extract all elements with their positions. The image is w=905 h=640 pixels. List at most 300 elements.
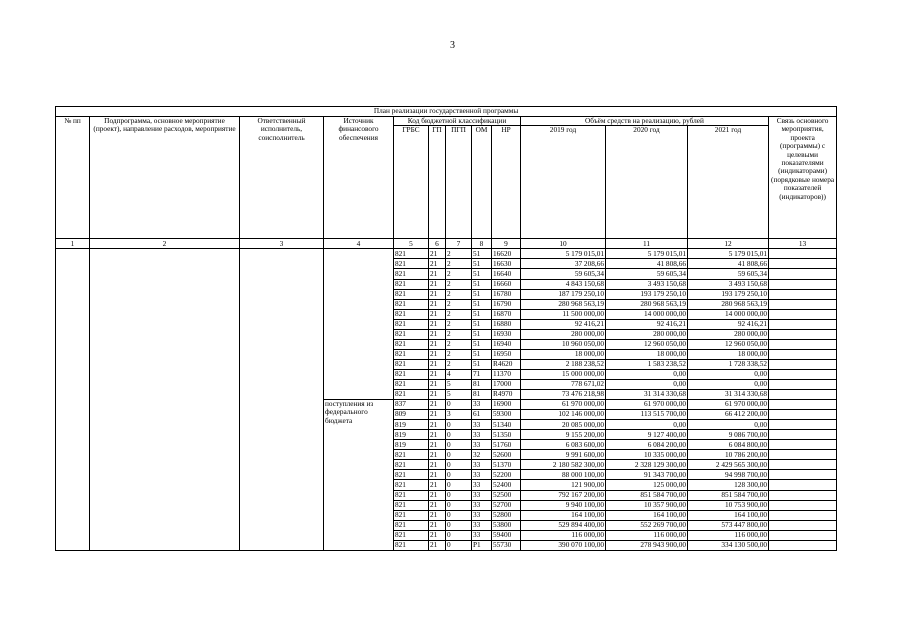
cell-amount-2021: 2 429 565 300,00 bbox=[688, 460, 769, 470]
cell-amount-2020: 164 100,00 bbox=[606, 510, 688, 520]
cell-amount-2020: 116 000,00 bbox=[606, 530, 688, 540]
cell-link bbox=[769, 279, 837, 289]
cell-amount-2019: 18 000,00 bbox=[521, 349, 606, 359]
cell-amount-2020: 1 583 238,52 bbox=[606, 359, 688, 369]
header-subprogram: Подпрограмма, основное мероприятие (проект), направление расходов, мероприятие bbox=[90, 117, 240, 239]
cell-pgp: 0 bbox=[446, 530, 472, 540]
cell-link bbox=[769, 369, 837, 379]
cell-np: 16790 bbox=[492, 299, 521, 309]
column-number: 11 bbox=[606, 239, 688, 249]
cell-amount-2021: 61 970 000,00 bbox=[688, 400, 769, 410]
column-number: 3 bbox=[240, 239, 324, 249]
cell-om: 51 bbox=[472, 279, 492, 289]
cell-np: 52400 bbox=[492, 480, 521, 490]
cell-pgp: 0 bbox=[446, 480, 472, 490]
cell-amount-2019: 20 085 000,00 bbox=[521, 420, 606, 430]
column-number: 12 bbox=[688, 239, 769, 249]
cell-amount-2019: 778 671,02 bbox=[521, 380, 606, 390]
cell-link bbox=[769, 500, 837, 510]
cell-np: 55730 bbox=[492, 540, 521, 550]
cell-link bbox=[769, 339, 837, 349]
cell-amount-2019: 73 476 218,98 bbox=[521, 390, 606, 400]
cell-grbs: 809 bbox=[394, 410, 429, 420]
cell-grbs: 821 bbox=[394, 339, 429, 349]
cell-grbs: 819 bbox=[394, 430, 429, 440]
cell-om: 32 bbox=[472, 450, 492, 460]
cell-amount-2019: 37 208,66 bbox=[521, 259, 606, 269]
cell-pgp: 0 bbox=[446, 540, 472, 550]
header-link: Связь основного мероприятия, проекта (программы) с целевыми показателями (индикаторами) (порядковые номера показателей (индикаторов)) bbox=[769, 117, 837, 239]
cell-gp: 21 bbox=[429, 319, 446, 329]
cell-amount-2021: 31 314 330,68 bbox=[688, 390, 769, 400]
column-number: 1 bbox=[56, 239, 90, 249]
cell-gp: 21 bbox=[429, 369, 446, 379]
cell-om: 51 bbox=[472, 349, 492, 359]
cell-gp: 21 bbox=[429, 430, 446, 440]
cell-amount-2021: 128 300,00 bbox=[688, 480, 769, 490]
cell-np: 16870 bbox=[492, 309, 521, 319]
cell-om: 51 bbox=[472, 249, 492, 259]
cell-om: 51 bbox=[472, 289, 492, 299]
cell-om: 33 bbox=[472, 430, 492, 440]
cell-np: 16620 bbox=[492, 249, 521, 259]
cell-om: 33 bbox=[472, 470, 492, 480]
column-number: 6 bbox=[429, 239, 446, 249]
cell-grbs: 821 bbox=[394, 359, 429, 369]
cell-grbs: 821 bbox=[394, 279, 429, 289]
cell-grbs: 821 bbox=[394, 540, 429, 550]
cell-gp: 21 bbox=[429, 390, 446, 400]
cell-gp: 21 bbox=[429, 520, 446, 530]
cell-amount-2019: 10 960 050,00 bbox=[521, 339, 606, 349]
cell-pgp: 3 bbox=[446, 410, 472, 420]
cell-link bbox=[769, 470, 837, 480]
cell-pgp: 4 bbox=[446, 369, 472, 379]
cell-gp: 21 bbox=[429, 410, 446, 420]
cell-om: 51 bbox=[472, 339, 492, 349]
cell-gp: 21 bbox=[429, 329, 446, 339]
cell-grbs: 821 bbox=[394, 460, 429, 470]
header-2019: 2019 год bbox=[521, 126, 606, 239]
cell-source-blank bbox=[324, 249, 394, 400]
cell-om: 33 bbox=[472, 420, 492, 430]
cell-amount-2019: 11 500 000,00 bbox=[521, 309, 606, 319]
cell-pgp: 0 bbox=[446, 500, 472, 510]
cell-amount-2021: 66 412 200,00 bbox=[688, 410, 769, 420]
header-gp: ГП bbox=[429, 126, 446, 239]
cell-amount-2021: 10 753 900,00 bbox=[688, 500, 769, 510]
cell-pgp: 0 bbox=[446, 510, 472, 520]
cell-np: 59400 bbox=[492, 530, 521, 540]
cell-gp: 21 bbox=[429, 460, 446, 470]
cell-amount-2021: 12 960 050,00 bbox=[688, 339, 769, 349]
column-number: 5 bbox=[394, 239, 429, 249]
cell-grbs: 821 bbox=[394, 369, 429, 379]
cell-np: 52700 bbox=[492, 500, 521, 510]
cell-np: 17000 bbox=[492, 380, 521, 390]
cell-pgp: 0 bbox=[446, 460, 472, 470]
cell-amount-2020: 18 000,00 bbox=[606, 349, 688, 359]
cell-pgp: 2 bbox=[446, 249, 472, 259]
cell-link bbox=[769, 390, 837, 400]
cell-om: 33 bbox=[472, 460, 492, 470]
cell-om: 51 bbox=[472, 299, 492, 309]
cell-gp: 21 bbox=[429, 450, 446, 460]
cell-pgp: 2 bbox=[446, 269, 472, 279]
cell-amount-2021: 3 493 150,68 bbox=[688, 279, 769, 289]
cell-grbs: 837 bbox=[394, 400, 429, 410]
header-om: ОМ bbox=[472, 126, 492, 239]
cell-om: 33 bbox=[472, 520, 492, 530]
cell-amount-2021: 0,00 bbox=[688, 380, 769, 390]
cell-gp: 21 bbox=[429, 289, 446, 299]
header-source: Источник финансового обеспечения bbox=[324, 117, 394, 239]
cell-om: 51 bbox=[472, 309, 492, 319]
cell-executor bbox=[240, 249, 324, 550]
header-amount: Объём средств на реализацию, рублей bbox=[521, 117, 769, 126]
cell-amount-2021: 41 808,66 bbox=[688, 259, 769, 269]
column-number: 8 bbox=[472, 239, 492, 249]
cell-link bbox=[769, 400, 837, 410]
source-label-line: федерального bbox=[325, 407, 368, 417]
cell-amount-2020: 0,00 bbox=[606, 420, 688, 430]
cell-amount-2020: 14 000 000,00 bbox=[606, 309, 688, 319]
cell-gp: 21 bbox=[429, 359, 446, 369]
cell-grbs: 821 bbox=[394, 329, 429, 339]
cell-gp: 21 bbox=[429, 269, 446, 279]
cell-pgp: 2 bbox=[446, 299, 472, 309]
cell-source-federal bbox=[324, 400, 394, 551]
cell-amount-2020: 10 357 900,00 bbox=[606, 500, 688, 510]
cell-om: 33 bbox=[472, 500, 492, 510]
cell-pgp: 5 bbox=[446, 380, 472, 390]
cell-amount-2020: 9 127 400,00 bbox=[606, 430, 688, 440]
cell-amount-2019: 187 179 250,10 bbox=[521, 289, 606, 299]
table-title: План реализации государственной программы bbox=[56, 107, 837, 117]
cell-link bbox=[769, 460, 837, 470]
cell-amount-2020: 10 335 000,00 bbox=[606, 450, 688, 460]
cell-np: 16950 bbox=[492, 349, 521, 359]
cell-amount-2021: 116 000,00 bbox=[688, 530, 769, 540]
cell-om: 81 bbox=[472, 390, 492, 400]
cell-np: R4620 bbox=[492, 359, 521, 369]
cell-amount-2021: 10 786 200,00 bbox=[688, 450, 769, 460]
cell-amount-2019: 9 991 600,00 bbox=[521, 450, 606, 460]
cell-np: 52600 bbox=[492, 450, 521, 460]
cell-subprogram bbox=[90, 249, 240, 550]
cell-amount-2020: 125 000,00 bbox=[606, 480, 688, 490]
cell-om: 33 bbox=[472, 400, 492, 410]
cell-grbs: 821 bbox=[394, 249, 429, 259]
cell-amount-2020: 193 179 250,10 bbox=[606, 289, 688, 299]
cell-amount-2020: 2 328 129 300,00 bbox=[606, 460, 688, 470]
cell-grbs: 821 bbox=[394, 349, 429, 359]
cell-gp: 21 bbox=[429, 249, 446, 259]
cell-amount-2019: 2 188 238,52 bbox=[521, 359, 606, 369]
cell-om: 33 bbox=[472, 530, 492, 540]
column-number: 7 bbox=[446, 239, 472, 249]
cell-amount-2020: 851 584 700,00 bbox=[606, 490, 688, 500]
cell-np: 16660 bbox=[492, 279, 521, 289]
cell-grbs: 821 bbox=[394, 520, 429, 530]
cell-pgp: 0 bbox=[446, 470, 472, 480]
cell-gp: 21 bbox=[429, 279, 446, 289]
cell-link bbox=[769, 430, 837, 440]
cell-om: P1 bbox=[472, 540, 492, 550]
header-budget-code: Код бюджетной классификации bbox=[394, 117, 521, 126]
cell-np: 52200 bbox=[492, 470, 521, 480]
cell-grbs: 821 bbox=[394, 470, 429, 480]
cell-grbs: 821 bbox=[394, 490, 429, 500]
cell-np: 11370 bbox=[492, 369, 521, 379]
cell-amount-2020: 3 493 150,68 bbox=[606, 279, 688, 289]
cell-amount-2020: 12 960 050,00 bbox=[606, 339, 688, 349]
cell-link bbox=[769, 299, 837, 309]
cell-pgp: 2 bbox=[446, 319, 472, 329]
cell-gp: 21 bbox=[429, 400, 446, 410]
cell-gp: 21 bbox=[429, 309, 446, 319]
table-row bbox=[56, 249, 837, 259]
cell-np: 52500 bbox=[492, 490, 521, 500]
cell-gp: 21 bbox=[429, 440, 446, 450]
cell-link bbox=[769, 490, 837, 500]
cell-np: 51760 bbox=[492, 440, 521, 450]
cell-amount-2020: 280 968 563,19 bbox=[606, 299, 688, 309]
cell-amount-2019: 59 605,34 bbox=[521, 269, 606, 279]
cell-amount-2020: 280 000,00 bbox=[606, 329, 688, 339]
cell-link bbox=[769, 450, 837, 460]
cell-grbs: 819 bbox=[394, 440, 429, 450]
header-grbs: ГРБС bbox=[394, 126, 429, 239]
cell-link bbox=[769, 380, 837, 390]
cell-amount-2020: 552 269 700,00 bbox=[606, 520, 688, 530]
column-number: 10 bbox=[521, 239, 606, 249]
cell-amount-2019: 5 179 015,01 bbox=[521, 249, 606, 259]
cell-amount-2019: 6 083 600,00 bbox=[521, 440, 606, 450]
cell-np: 16880 bbox=[492, 319, 521, 329]
page-number: 3 bbox=[450, 40, 455, 51]
cell-link bbox=[769, 540, 837, 550]
cell-link bbox=[769, 259, 837, 269]
cell-om: 33 bbox=[472, 480, 492, 490]
cell-gp: 21 bbox=[429, 540, 446, 550]
cell-pgp: 0 bbox=[446, 430, 472, 440]
cell-np: 16900 bbox=[492, 400, 521, 410]
cell-pgp: 2 bbox=[446, 349, 472, 359]
cell-gp: 21 bbox=[429, 490, 446, 500]
cell-gp: 21 bbox=[429, 470, 446, 480]
cell-link bbox=[769, 420, 837, 430]
cell-np: 16940 bbox=[492, 339, 521, 349]
cell-gp: 21 bbox=[429, 380, 446, 390]
cell-pgp: 0 bbox=[446, 420, 472, 430]
cell-pgp: 2 bbox=[446, 309, 472, 319]
cell-amount-2020: 61 970 000,00 bbox=[606, 400, 688, 410]
cell-amount-2020: 59 605,34 bbox=[606, 269, 688, 279]
cell-om: 81 bbox=[472, 380, 492, 390]
cell-om: 33 bbox=[472, 510, 492, 520]
cell-amount-2020: 278 943 900,00 bbox=[606, 540, 688, 550]
cell-pgp: 5 bbox=[446, 390, 472, 400]
cell-amount-2019: 280 968 563,19 bbox=[521, 299, 606, 309]
cell-amount-2019: 4 843 150,68 bbox=[521, 279, 606, 289]
cell-amount-2021: 573 447 800,00 bbox=[688, 520, 769, 530]
cell-link bbox=[769, 410, 837, 420]
cell-link bbox=[769, 289, 837, 299]
cell-gp: 21 bbox=[429, 420, 446, 430]
cell-np: 16640 bbox=[492, 269, 521, 279]
cell-amount-2021: 0,00 bbox=[688, 420, 769, 430]
cell-pgp: 0 bbox=[446, 440, 472, 450]
cell-amount-2021: 193 179 250,10 bbox=[688, 289, 769, 299]
column-number: 2 bbox=[90, 239, 240, 249]
cell-amount-2021: 5 179 015,01 bbox=[688, 249, 769, 259]
cell-link bbox=[769, 319, 837, 329]
header-2021: 2021 год bbox=[688, 126, 769, 239]
cell-np: 59300 bbox=[492, 410, 521, 420]
cell-amount-2019: 121 900,00 bbox=[521, 480, 606, 490]
cell-amount-2021: 280 000,00 bbox=[688, 329, 769, 339]
cell-link bbox=[769, 349, 837, 359]
cell-np: 51340 bbox=[492, 420, 521, 430]
cell-amount-2019: 61 970 000,00 bbox=[521, 400, 606, 410]
cell-amount-2019: 92 416,21 bbox=[521, 319, 606, 329]
cell-amount-2019: 390 070 100,00 bbox=[521, 540, 606, 550]
cell-om: 51 bbox=[472, 359, 492, 369]
cell-amount-2021: 92 416,21 bbox=[688, 319, 769, 329]
cell-amount-2021: 59 605,34 bbox=[688, 269, 769, 279]
cell-np: 52800 bbox=[492, 510, 521, 520]
cell-amount-2021: 14 000 000,00 bbox=[688, 309, 769, 319]
cell-amount-2021: 0,00 bbox=[688, 369, 769, 379]
cell-amount-2020: 0,00 bbox=[606, 380, 688, 390]
column-number: 4 bbox=[324, 239, 394, 249]
cell-grbs: 821 bbox=[394, 259, 429, 269]
cell-pgp: 0 bbox=[446, 520, 472, 530]
cell-om: 51 bbox=[472, 329, 492, 339]
cell-grbs: 821 bbox=[394, 480, 429, 490]
cell-amount-2020: 5 179 015,01 bbox=[606, 249, 688, 259]
cell-om: 51 bbox=[472, 269, 492, 279]
cell-link bbox=[769, 520, 837, 530]
cell-amount-2021: 6 084 800,00 bbox=[688, 440, 769, 450]
cell-pgp: 2 bbox=[446, 339, 472, 349]
cell-pgp: 2 bbox=[446, 289, 472, 299]
cell-grbs: 821 bbox=[394, 309, 429, 319]
header-pgp: ПГП bbox=[446, 126, 472, 239]
cell-np: 53800 bbox=[492, 520, 521, 530]
cell-grbs: 821 bbox=[394, 289, 429, 299]
cell-amount-2019: 529 894 400,00 bbox=[521, 520, 606, 530]
cell-gp: 21 bbox=[429, 299, 446, 309]
cell-om: 61 bbox=[472, 410, 492, 420]
cell-link bbox=[769, 510, 837, 520]
cell-link bbox=[769, 440, 837, 450]
cell-link bbox=[769, 249, 837, 259]
cell-np: 51370 bbox=[492, 460, 521, 470]
cell-pgp: 2 bbox=[446, 329, 472, 339]
cell-pgp: 0 bbox=[446, 450, 472, 460]
cell-amount-2019: 9 155 200,00 bbox=[521, 430, 606, 440]
cell-pgp: 2 bbox=[446, 259, 472, 269]
cell-amount-2020: 0,00 bbox=[606, 369, 688, 379]
cell-amount-2019: 792 167 200,00 bbox=[521, 490, 606, 500]
cell-om: 51 bbox=[472, 319, 492, 329]
source-label-line: поступления из bbox=[325, 399, 374, 409]
cell-link bbox=[769, 309, 837, 319]
cell-gp: 21 bbox=[429, 480, 446, 490]
cell-grbs: 821 bbox=[394, 319, 429, 329]
header-np: НР bbox=[492, 126, 521, 239]
cell-amount-2019: 164 100,00 bbox=[521, 510, 606, 520]
cell-grbs: 821 bbox=[394, 269, 429, 279]
cell-link bbox=[769, 359, 837, 369]
cell-amount-2019: 15 000 000,00 bbox=[521, 369, 606, 379]
cell-amount-2019: 102 146 000,00 bbox=[521, 410, 606, 420]
cell-amount-2020: 91 343 700,00 bbox=[606, 470, 688, 480]
cell-link bbox=[769, 480, 837, 490]
cell-amount-2021: 1 728 338,52 bbox=[688, 359, 769, 369]
cell-amount-2019: 280 000,00 bbox=[521, 329, 606, 339]
column-number: 13 bbox=[769, 239, 837, 249]
cell-gp: 21 bbox=[429, 339, 446, 349]
cell-amount-2021: 164 100,00 bbox=[688, 510, 769, 520]
cell-pgp: 0 bbox=[446, 490, 472, 500]
cell-amount-2019: 88 000 100,00 bbox=[521, 470, 606, 480]
cell-pgp: 2 bbox=[446, 359, 472, 369]
cell-grbs: 821 bbox=[394, 530, 429, 540]
column-number: 9 bbox=[492, 239, 521, 249]
cell-grbs: 819 bbox=[394, 420, 429, 430]
cell-np: 16630 bbox=[492, 259, 521, 269]
cell-link bbox=[769, 329, 837, 339]
cell-amount-2019: 116 000,00 bbox=[521, 530, 606, 540]
cell-om: 71 bbox=[472, 369, 492, 379]
cell-link bbox=[769, 269, 837, 279]
cell-amount-2021: 334 130 500,00 bbox=[688, 540, 769, 550]
cell-num bbox=[56, 249, 90, 550]
cell-amount-2021: 18 000,00 bbox=[688, 349, 769, 359]
cell-amount-2019: 2 180 582 300,00 bbox=[521, 460, 606, 470]
cell-grbs: 821 bbox=[394, 299, 429, 309]
cell-link bbox=[769, 530, 837, 540]
cell-amount-2019: 9 940 100,00 bbox=[521, 500, 606, 510]
cell-grbs: 821 bbox=[394, 450, 429, 460]
cell-gp: 21 bbox=[429, 349, 446, 359]
cell-gp: 21 bbox=[429, 500, 446, 510]
cell-om: 33 bbox=[472, 490, 492, 500]
cell-gp: 21 bbox=[429, 259, 446, 269]
cell-amount-2021: 94 998 700,00 bbox=[688, 470, 769, 480]
cell-amount-2021: 851 584 700,00 bbox=[688, 490, 769, 500]
cell-om: 51 bbox=[472, 259, 492, 269]
cell-pgp: 2 bbox=[446, 279, 472, 289]
cell-gp: 21 bbox=[429, 510, 446, 520]
source-label-line: бюджета bbox=[325, 415, 353, 425]
cell-amount-2020: 92 416,21 bbox=[606, 319, 688, 329]
cell-np: 16780 bbox=[492, 289, 521, 299]
cell-gp: 21 bbox=[429, 530, 446, 540]
cell-amount-2020: 41 808,66 bbox=[606, 259, 688, 269]
cell-amount-2020: 31 314 330,68 bbox=[606, 390, 688, 400]
header-num: № пп bbox=[56, 117, 90, 239]
cell-np: 16930 bbox=[492, 329, 521, 339]
cell-grbs: 821 bbox=[394, 380, 429, 390]
cell-amount-2021: 280 968 563,19 bbox=[688, 299, 769, 309]
cell-amount-2020: 6 084 200,00 bbox=[606, 440, 688, 450]
cell-amount-2020: 113 515 700,00 bbox=[606, 410, 688, 420]
cell-np: 51350 bbox=[492, 430, 521, 440]
